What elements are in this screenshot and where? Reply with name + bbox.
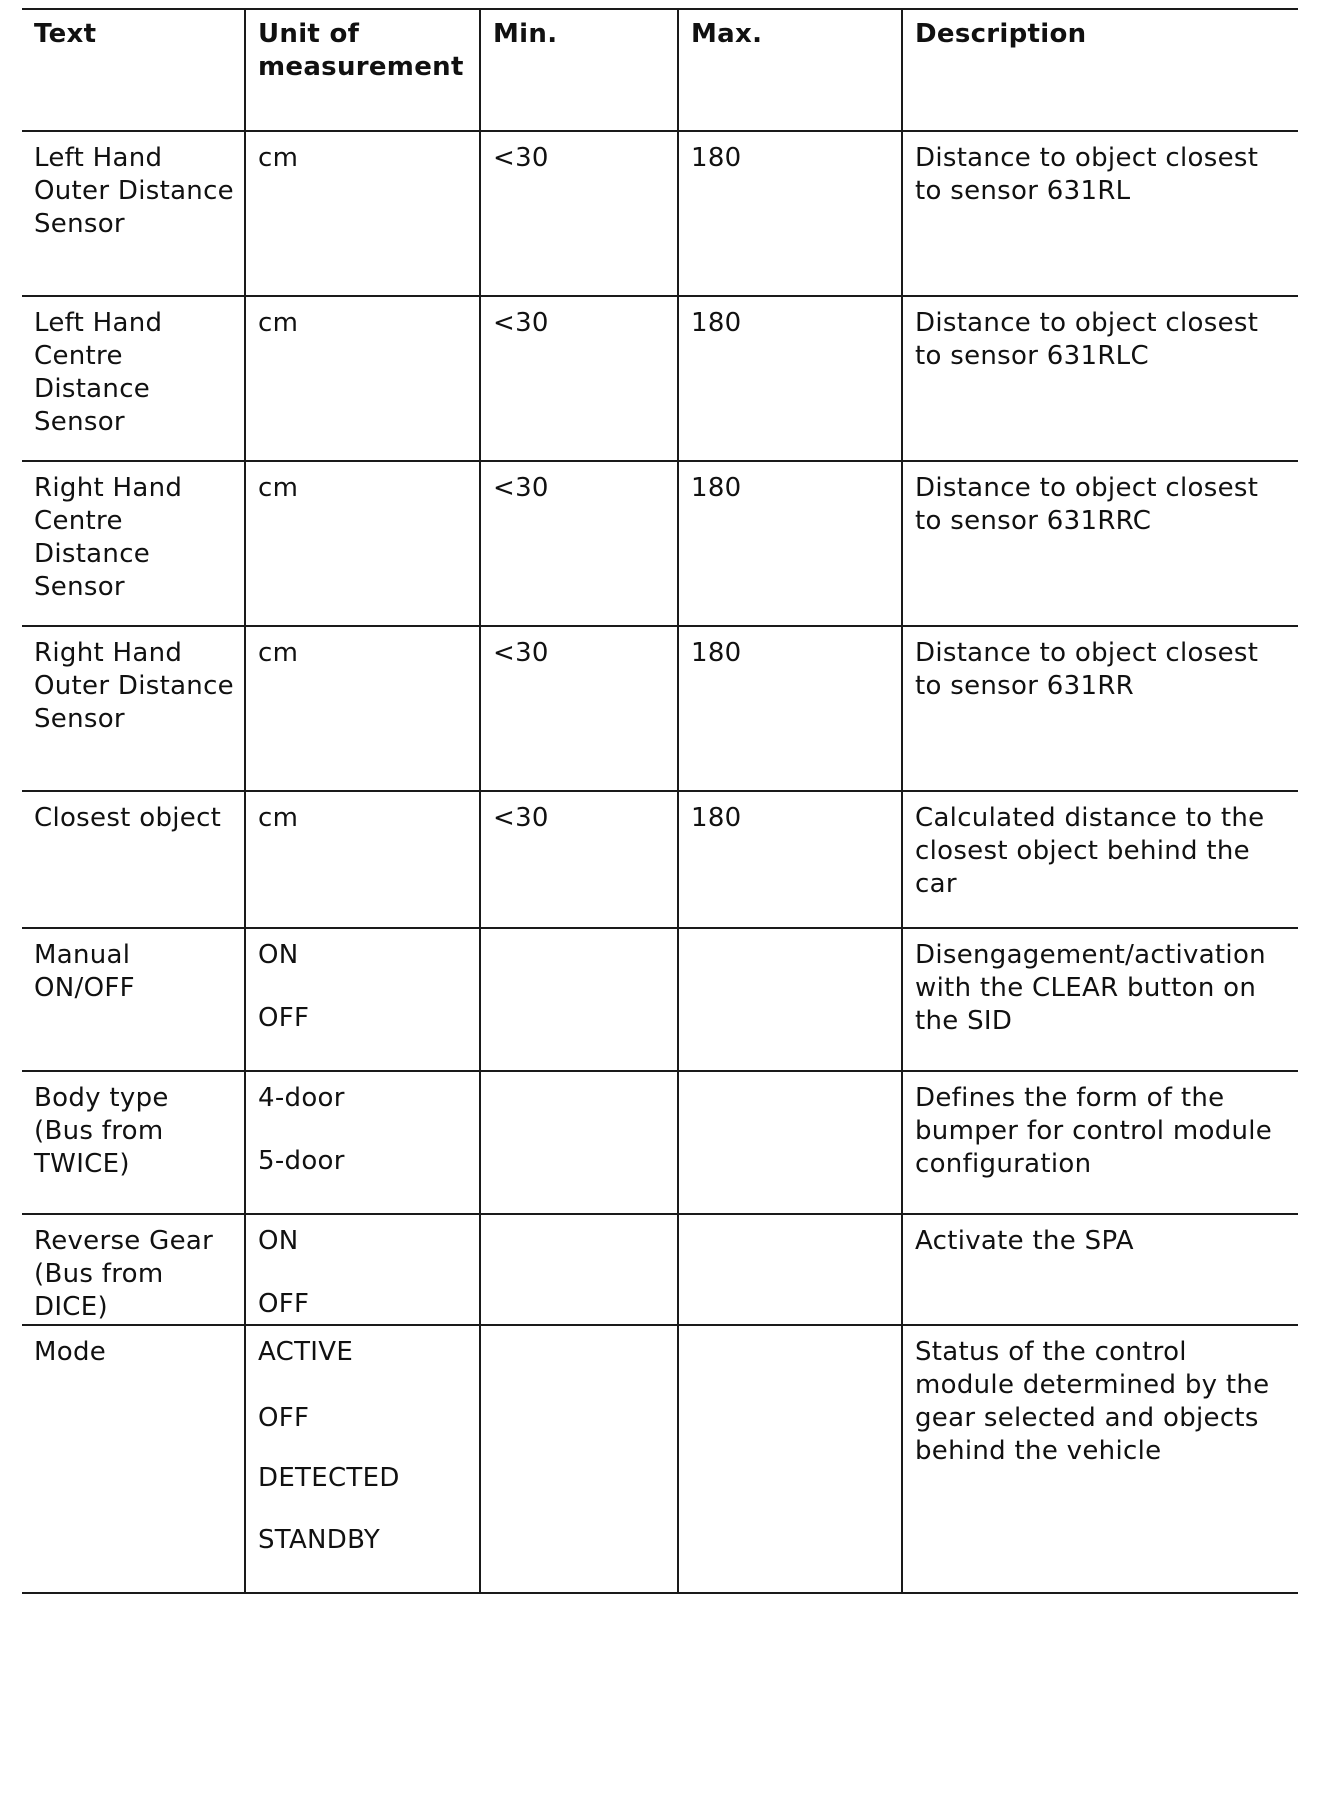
cell-text: Manual ON/OFF xyxy=(22,928,245,1071)
cell-description: Status of the control module determined by the gear selected and objects behind the vehicle xyxy=(902,1325,1298,1593)
cell-unit xyxy=(245,296,480,461)
cell-unit xyxy=(245,1214,480,1325)
cell-unit xyxy=(245,131,480,296)
cell-text: Right Hand Centre Distance Sensor xyxy=(22,461,245,626)
unit-option: cm xyxy=(258,473,299,503)
header-description: Description xyxy=(902,9,1298,131)
cell-max: 180 xyxy=(678,296,902,461)
header-row xyxy=(22,9,1298,131)
cell-unit xyxy=(245,461,480,626)
cell-unit xyxy=(245,791,480,928)
table-row xyxy=(22,1071,1298,1214)
cell-description: Calculated distance to the closest object behind the car xyxy=(902,791,1298,928)
cell-max xyxy=(678,1071,902,1214)
cell-max: 180 xyxy=(678,131,902,296)
cell-text: Left Hand Centre Distance Sensor xyxy=(22,296,245,461)
table-row xyxy=(22,296,1298,461)
cell-text: Reverse Gear (Bus from DICE) xyxy=(22,1214,245,1325)
table-row xyxy=(22,928,1298,1071)
cell-description: Activate the SPA xyxy=(902,1214,1298,1325)
cell-min: <30 xyxy=(480,131,678,296)
specification-table xyxy=(22,8,1298,1594)
cell-min xyxy=(480,1325,678,1593)
unit-option: ACTIVE xyxy=(258,1337,354,1367)
unit-option: ON xyxy=(258,1226,299,1256)
table-row xyxy=(22,131,1298,296)
unit-option: DETECTED xyxy=(258,1463,400,1493)
cell-max xyxy=(678,928,902,1071)
cell-min: <30 xyxy=(480,296,678,461)
unit-option: cm xyxy=(258,308,299,338)
cell-max: 180 xyxy=(678,461,902,626)
cell-unit xyxy=(245,928,480,1071)
unit-option: 5-door xyxy=(258,1146,345,1176)
table-row xyxy=(22,1325,1298,1593)
unit-option: OFF xyxy=(258,1403,310,1433)
unit-option: ON xyxy=(258,940,299,970)
unit-option: cm xyxy=(258,803,299,833)
table-body xyxy=(22,131,1298,1593)
table-row xyxy=(22,1214,1298,1325)
unit-option: OFF xyxy=(258,1289,310,1319)
unit-option: STANDBY xyxy=(258,1525,381,1555)
cell-max xyxy=(678,1325,902,1593)
cell-min xyxy=(480,928,678,1071)
cell-max: 180 xyxy=(678,626,902,791)
cell-description: Defines the form of the bumper for control module configuration xyxy=(902,1071,1298,1214)
cell-min xyxy=(480,1214,678,1325)
cell-text: Closest object xyxy=(22,791,245,928)
cell-description: Distance to object closest to sensor 631RRC xyxy=(902,461,1298,626)
cell-text: Body type (Bus from TWICE) xyxy=(22,1071,245,1214)
cell-text: Mode xyxy=(22,1325,245,1593)
cell-min: <30 xyxy=(480,626,678,791)
header-min: Min. xyxy=(480,9,678,131)
header-unit: Unit of measurement xyxy=(245,9,480,131)
cell-description: Distance to object closest to sensor 631RR xyxy=(902,626,1298,791)
cell-text: Right Hand Outer Distance Sensor xyxy=(22,626,245,791)
cell-max: 180 xyxy=(678,791,902,928)
cell-description: Distance to object closest to sensor 631RLC xyxy=(902,296,1298,461)
unit-option: 4-door xyxy=(258,1083,345,1113)
cell-min: <30 xyxy=(480,461,678,626)
unit-option: cm xyxy=(258,638,299,668)
header-text: Text xyxy=(22,9,245,131)
cell-description: Distance to object closest to sensor 631RL xyxy=(902,131,1298,296)
table-row xyxy=(22,791,1298,928)
cell-unit xyxy=(245,1071,480,1214)
unit-option: cm xyxy=(258,143,299,173)
header-max: Max. xyxy=(678,9,902,131)
cell-min: <30 xyxy=(480,791,678,928)
cell-unit xyxy=(245,626,480,791)
cell-min xyxy=(480,1071,678,1214)
table-row xyxy=(22,626,1298,791)
cell-max xyxy=(678,1214,902,1325)
cell-text: Left Hand Outer Distance Sensor xyxy=(22,131,245,296)
unit-option: OFF xyxy=(258,1003,310,1033)
table-row xyxy=(22,461,1298,626)
cell-unit xyxy=(245,1325,480,1593)
cell-description: Disengagement/activation with the CLEAR button on the SID xyxy=(902,928,1298,1071)
